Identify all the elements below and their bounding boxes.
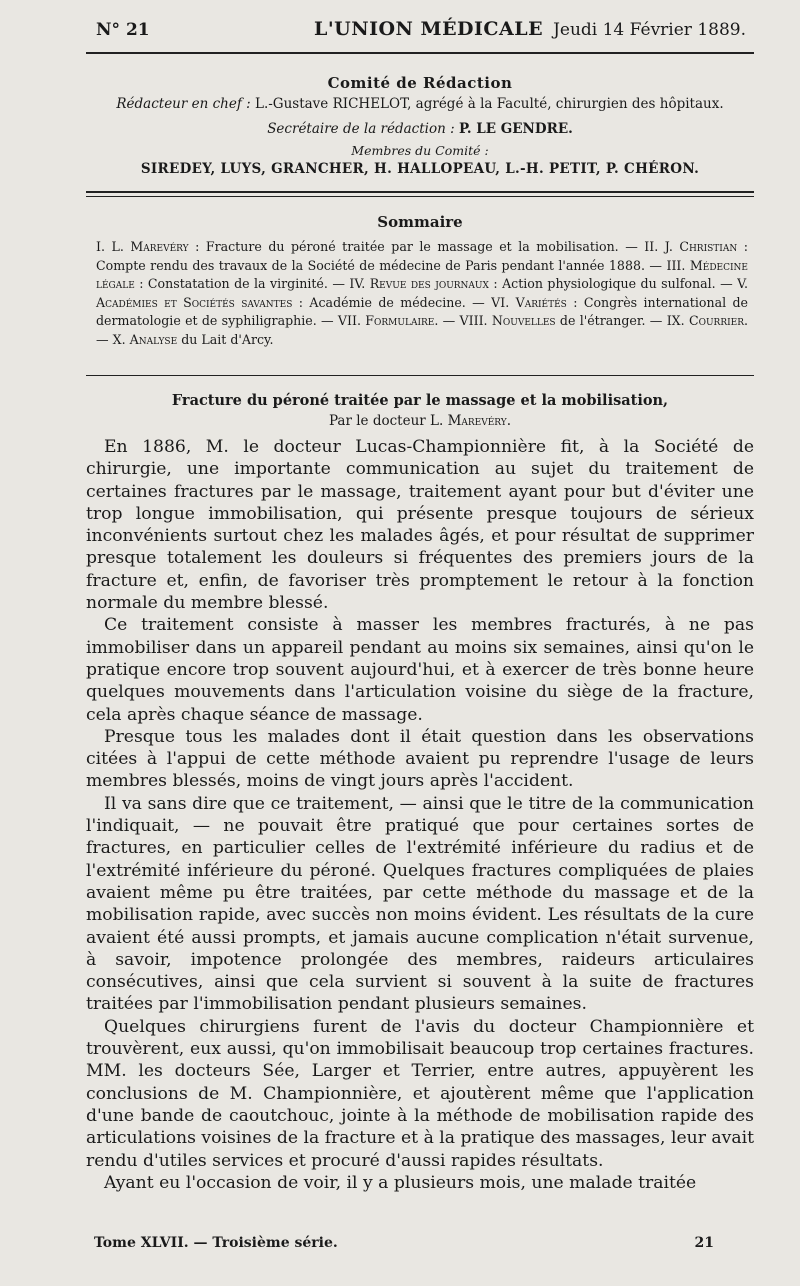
journal-title: L'UNION MÉDICALE [314, 18, 544, 40]
byline-author: L. Marevéry. [430, 413, 512, 429]
sommaire-item: IX. Courrier. [666, 313, 748, 328]
volume-info: Tome XLVII. — Troisième série. [94, 1235, 338, 1251]
masthead [86, 18, 754, 48]
secretaire-name: P. LE GENDRE. [458, 121, 573, 137]
sommaire-item: IV. Revue des journaux : Action physiologique du sulfonal. [349, 276, 716, 291]
secretaire-line [86, 121, 754, 137]
redacteur-label: Rédacteur en chef : [116, 96, 251, 112]
article-paragraph: Ayant eu l'occasion de voir, il y a plusieurs mois, une malade traitée [104, 1172, 697, 1193]
issue-number: N° 21 [96, 20, 150, 40]
article-body [86, 436, 754, 1194]
sommaire-item: I. L. Marevéry : Fracture du péroné traitée par le massage et la mobilisation. [96, 239, 619, 254]
membres-names: SIREDEY, LUYS, GRANCHER, H. HALLOPEAU, L.-H. PETIT, P. CHÉRON. [140, 161, 700, 177]
article-paragraph: Ce traitement consiste à masser les membres fracturés, à ne pas immobiliser dans un appareil pendant au moins six semaines, ainsi qu'on le pratique encore trop souvent aujourd'hui, et à exercer de très bonne heure quelques mouvements dans l'articulation voisine du siège de la fracture, cela après chaque séance de massage. [86, 615, 754, 725]
comite-title: Comité de Rédaction [327, 74, 513, 92]
sommaire-list: I. L. Marevéry : Fracture du péroné traitée par le massage et la mobilisation. — II. J. Christian : Compte rendu des travaux de la Société de médecine de Paris pendant l'année 1888. — III. Médecine légale : Constatation de la virginité. — IV. Revue des journaux : Action physiologique du sulfonal. — V. Académies et Sociétés savantes : Académie de médecine. — VI. Variétés : Congrès international de dermatologie et de syphiligraphie. — VII. Formulaire. — VIII. Nouvelles de l'étranger. — IX. Courrier. — X. Analyse du Lait d'Arcy. [96, 239, 749, 347]
sommaire-item: V. Académies et Sociétés savantes : Académie de médecine. [96, 276, 749, 310]
article-paragraph: Quelques chirurgiens furent de l'avis du docteur Championnière et trouvèrent, eux aussi, qu'on immobilisait beaucoup trop certaines fractures. MM. les docteurs Sée, Larger et Terrier, entre autres, appuyèrent les conclusions de M. Championnière, et ajoutèrent même que l'application d'une bande de caoutchouc, jointe à la méthode de mobilisation rapide des articulations voisines de la fracture et à la pratique des massages, leur avait rendu d'utiles services et procuré d'aussi rapides résultats. [86, 1016, 754, 1171]
article-title: Fracture du péroné traitée par le massage et la mobilisation, [171, 392, 669, 409]
sommaire-rule [86, 375, 754, 376]
sommaire-item: VII. Formulaire. [337, 313, 439, 328]
page-number: 21 [694, 1235, 714, 1251]
comite-rule-2 [86, 196, 754, 197]
redacteur-name: L.-Gustave RICHELOT, agrégé à la Faculté, chirurgien des hôpitaux. [254, 96, 724, 112]
byline-prefix: Par le docteur [328, 413, 426, 429]
redacteur-line [86, 96, 754, 112]
comite-rule-1 [86, 191, 754, 193]
article-paragraph: Il va sans dire que ce traitement, — ainsi que le titre de la communication l'indiquait, — ne pouvait être pratiqué que pour certaines sortes de fractures, en particulier celles de l'extrémité inférieure du radius et de l'extrémité inférieure du péroné. Quelques fractures compliquées de plaies avaient même pu être traitées, par cette méthode du massage et de la mobilisation rapide, avec succès non moins évident. Les résultats de la cure avaient été aussi prompts, et jamais aucune complication n'était survenue, à savoir, impotence prolongée des membres, raideurs articulaires consécutives, ainsi que cela survient si souvent à la suite de fractures traitées par l'immobilisation pendant plusieurs semaines. [86, 793, 754, 1015]
article-paragraph: Presque tous les malades dont il était question dans les observations citées à l'appui de cette méthode avaient pu reprendre l'usage de leurs membres blessés, moins de vingt jours après l'accident. [86, 726, 754, 792]
sommaire-item: II. J. Christian : Compte rendu des travaux de la Société de médecine de Paris pendant l'année 1888. [96, 239, 748, 273]
article-paragraph: En 1886, M. le docteur Lucas-Championnière fit, à la Société de chirurgie, une importante communication au sujet du traitement de certaines fractures par le massage, traitement ayant pour but d'éviter une trop longue immobilisation, qui présente presque toujours de sérieux inconvénients surtout chez les malades âgés, et pour résultat de supprimer presque totalement les douleurs si fréquentes des premiers jours de la fracture et, enfin, de favoriser très promptement le retour à la fonction normale du membre blessé. [86, 437, 754, 614]
secretaire-label: Secrétaire de la rédaction : [267, 121, 455, 137]
article-byline [86, 413, 754, 429]
membres-label: Membres du Comité : [351, 143, 489, 158]
sommaire-title: Sommaire [377, 213, 463, 231]
sommaire-item: III. Médecine légale : Constatation de la virginité. [96, 257, 748, 291]
issue-date: Jeudi 14 Février 1889. [553, 20, 746, 40]
sommaire-item: VI. Variétés : Congrès international de dermatologie et de syphiligraphie. [96, 294, 748, 328]
masthead-rule [86, 52, 754, 54]
sommaire-item: VIII. Nouvelles de l'étranger. [459, 313, 646, 328]
sommaire-item: X. Analyse du Lait d'Arcy. [112, 331, 274, 347]
